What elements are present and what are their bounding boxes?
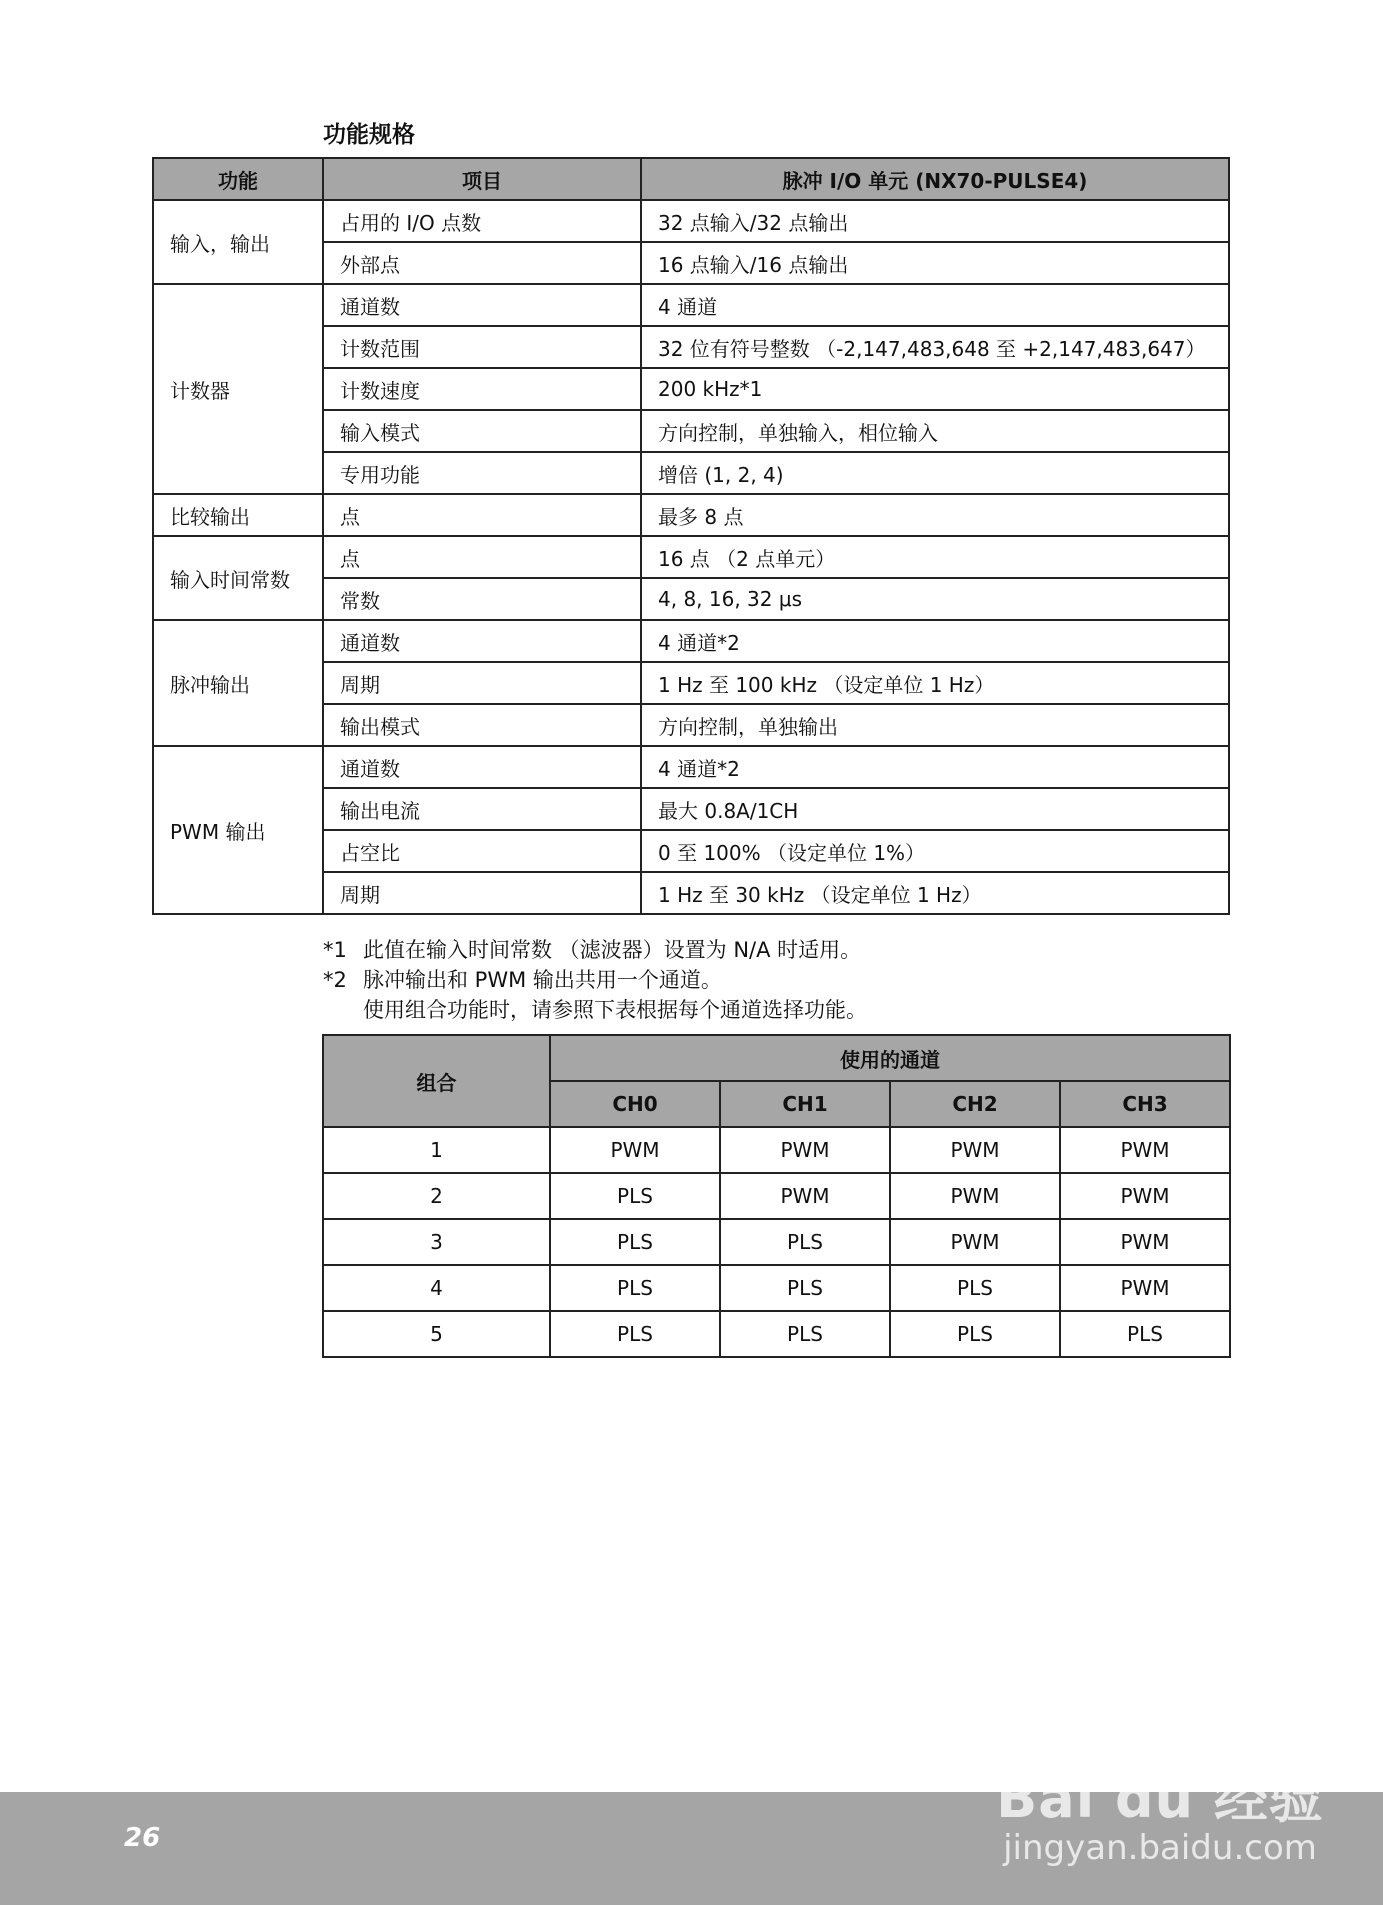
value-cell: 方向控制，单独输出 (641, 704, 1229, 746)
channel-mode-cell: PLS (720, 1265, 890, 1311)
value-cell: 4, 8, 16, 32 μs (641, 578, 1229, 620)
baidu-watermark (980, 1720, 1340, 1880)
item-cell: 常数 (323, 578, 641, 620)
section-title: 功能规格 (323, 122, 415, 148)
combo-number-cell: 2 (323, 1173, 550, 1219)
item-cell: 周期 (323, 872, 641, 914)
combo-number-cell: 5 (323, 1311, 550, 1357)
function-cell: 脉冲输出 (153, 620, 323, 746)
channel-mode-cell: PWM (720, 1127, 890, 1173)
value-cell: 32 点输入/32 点输出 (641, 200, 1229, 242)
value-cell: 32 位有符号整数 （-2,147,483,648 至 +2,147,483,647） (641, 326, 1229, 368)
combination-table (322, 1034, 1231, 1358)
footnote-1 (323, 935, 867, 965)
combo-number-cell: 1 (323, 1127, 550, 1173)
item-cell: 占用的 I/O 点数 (323, 200, 641, 242)
value-cell: 最多 8 点 (641, 494, 1229, 536)
value-cell: 4 通道*2 (641, 746, 1229, 788)
function-cell: PWM 输出 (153, 746, 323, 914)
value-cell: 16 点 （2 点单元） (641, 536, 1229, 578)
channel-mode-cell: PLS (720, 1311, 890, 1357)
footnotes (323, 935, 867, 1025)
item-cell: 通道数 (323, 620, 641, 662)
spec-table (152, 157, 1230, 915)
spec-row (153, 536, 1229, 578)
header-function: 功能 (153, 158, 323, 200)
value-cell: 方向控制，单独输入，相位输入 (641, 410, 1229, 452)
watermark-brand: Bai du 经验 (996, 1767, 1324, 1830)
value-cell: 1 Hz 至 100 kHz （设定单位 1 Hz） (641, 662, 1229, 704)
combo-row (323, 1173, 1230, 1219)
footnote-mark: *1 (323, 938, 347, 962)
watermark-url: jingyan.baidu.com (1003, 1828, 1317, 1868)
item-cell: 通道数 (323, 284, 641, 326)
footnote-mark: *2 (323, 968, 347, 992)
channel-mode-cell: PWM (890, 1127, 1060, 1173)
header-combination: 组合 (323, 1035, 550, 1127)
spec-row (153, 284, 1229, 326)
function-cell: 输入时间常数 (153, 536, 323, 620)
item-cell: 通道数 (323, 746, 641, 788)
item-cell: 点 (323, 494, 641, 536)
item-cell: 周期 (323, 662, 641, 704)
function-cell: 计数器 (153, 284, 323, 494)
channel-mode-cell: PLS (1060, 1311, 1230, 1357)
header-unit: 脉冲 I/O 单元 (NX70-PULSE4) (641, 158, 1229, 200)
channel-mode-cell: PLS (550, 1265, 720, 1311)
channel-mode-cell: PLS (890, 1311, 1060, 1357)
combo-row (323, 1265, 1230, 1311)
value-cell: 4 通道 (641, 284, 1229, 326)
paw-icon: ❀ (1140, 1718, 1180, 1772)
header-ch2: CH2 (890, 1081, 1060, 1127)
combo-row (323, 1219, 1230, 1265)
channel-mode-cell: PLS (550, 1219, 720, 1265)
item-cell: 输出模式 (323, 704, 641, 746)
header-ch0: CH0 (550, 1081, 720, 1127)
footnote-2 (323, 965, 867, 995)
item-cell: 占空比 (323, 830, 641, 872)
channel-mode-cell: PLS (720, 1219, 890, 1265)
channel-mode-cell: PWM (1060, 1265, 1230, 1311)
function-cell: 比较输出 (153, 494, 323, 536)
channel-mode-cell: PWM (720, 1173, 890, 1219)
page-number: 26 (124, 1823, 161, 1853)
combo-row (323, 1311, 1230, 1357)
header-ch1: CH1 (720, 1081, 890, 1127)
function-cell: 输入，输出 (153, 200, 323, 284)
item-cell: 计数速度 (323, 368, 641, 410)
combo-number-cell: 4 (323, 1265, 550, 1311)
item-cell: 输入模式 (323, 410, 641, 452)
channel-mode-cell: PLS (550, 1173, 720, 1219)
value-cell: 4 通道*2 (641, 620, 1229, 662)
value-cell: 0 至 100% （设定单位 1%） (641, 830, 1229, 872)
channel-mode-cell: PWM (890, 1173, 1060, 1219)
item-cell: 外部点 (323, 242, 641, 284)
footnote-text: 此值在输入时间常数 （滤波器）设置为 N/A 时适用。 (363, 938, 862, 962)
value-cell: 1 Hz 至 30 kHz （设定单位 1 Hz） (641, 872, 1229, 914)
spec-row (153, 620, 1229, 662)
channel-mode-cell: PLS (890, 1265, 1060, 1311)
spec-row (153, 746, 1229, 788)
header-ch3: CH3 (1060, 1081, 1230, 1127)
spec-body (153, 200, 1229, 914)
header-used-channels: 使用的通道 (550, 1035, 1230, 1081)
channel-mode-cell: PWM (1060, 1219, 1230, 1265)
item-cell: 专用功能 (323, 452, 641, 494)
spec-row (153, 494, 1229, 536)
channel-mode-cell: PWM (550, 1127, 720, 1173)
value-cell: 最大 0.8A/1CH (641, 788, 1229, 830)
combo-body (323, 1127, 1230, 1357)
header-item: 项目 (323, 158, 641, 200)
channel-mode-cell: PLS (550, 1311, 720, 1357)
footnote-2-continuation: 使用组合功能时，请参照下表根据每个通道选择功能。 (363, 998, 867, 1022)
spec-row (153, 200, 1229, 242)
spec-header-row (153, 158, 1229, 200)
channel-mode-cell: PWM (1060, 1173, 1230, 1219)
item-cell: 输出电流 (323, 788, 641, 830)
value-cell: 增倍 (1, 2, 4) (641, 452, 1229, 494)
channel-mode-cell: PWM (1060, 1127, 1230, 1173)
channel-mode-cell: PWM (890, 1219, 1060, 1265)
item-cell: 点 (323, 536, 641, 578)
value-cell: 200 kHz*1 (641, 368, 1229, 410)
item-cell: 计数范围 (323, 326, 641, 368)
footnote-text: 脉冲输出和 PWM 输出共用一个通道。 (363, 968, 722, 992)
combo-number-cell: 3 (323, 1219, 550, 1265)
combo-header-row (323, 1035, 1230, 1081)
combo-row (323, 1127, 1230, 1173)
value-cell: 16 点输入/16 点输出 (641, 242, 1229, 284)
